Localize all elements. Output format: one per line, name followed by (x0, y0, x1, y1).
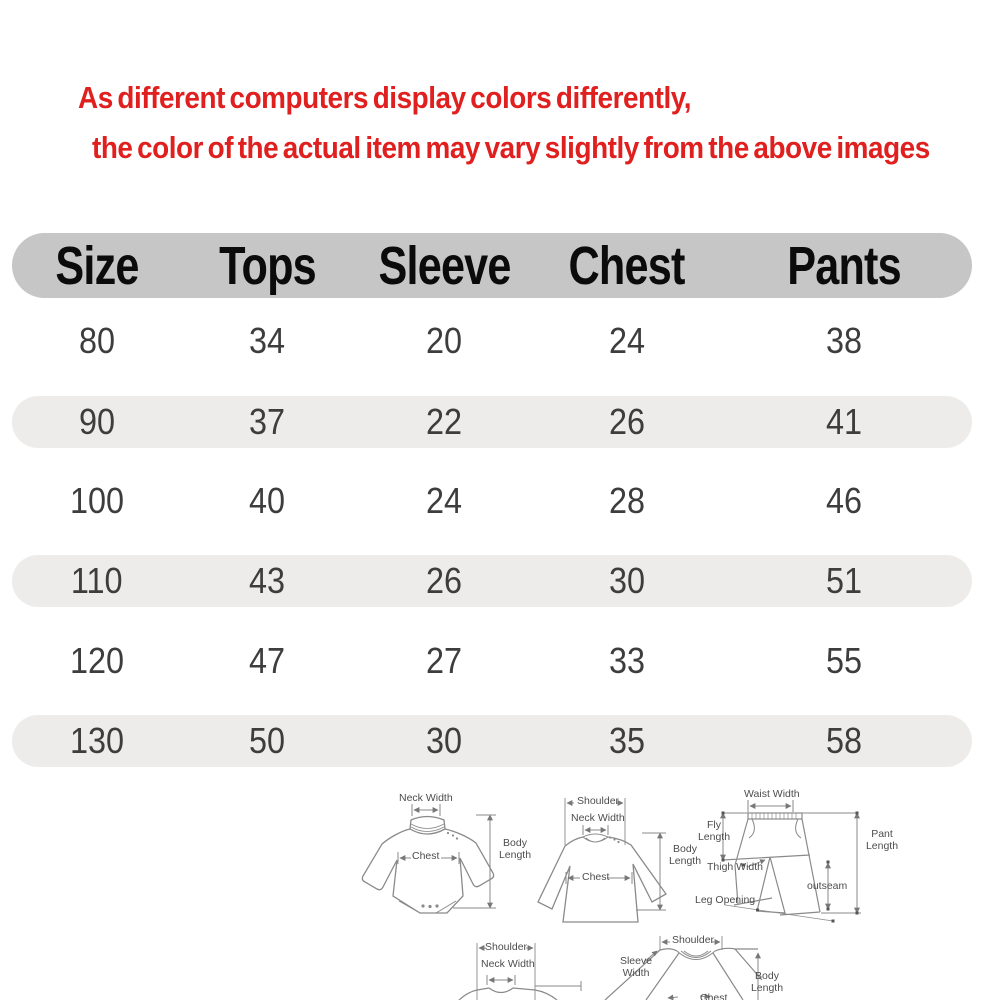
cell-sleeve: 24 (426, 480, 463, 521)
cell-size: 80 (78, 320, 116, 361)
cell-tops: 37 (248, 401, 286, 442)
pants-leg-opening-label: Leg Opening (695, 894, 756, 906)
cell-pants: 41 (826, 401, 863, 442)
raglan-body-length-label: Body Length (750, 970, 784, 994)
pants-waist-width-label: Waist Width (744, 788, 800, 800)
cell-tops: 50 (248, 720, 286, 761)
cell-pants: 38 (826, 320, 863, 361)
table-row-size-120 (12, 635, 972, 687)
pants-pant-length-label: Pant Length (865, 828, 899, 852)
pants-fly-length-label: Fly Length (697, 819, 731, 843)
tshirt-chest-label: Chest (582, 871, 610, 883)
raglan-sleeve-width-label: Sleeve Width (619, 955, 653, 979)
raglan-chest-label: Chest (700, 992, 728, 1000)
tshirt-shoulder-label: Shoulder (577, 795, 620, 807)
pants-thigh-width-label: Thigh Width (707, 861, 764, 873)
table-row-size-80 (12, 315, 972, 367)
bodysuit-neck-width-label: Neck Width (399, 792, 453, 804)
cell-tops: 47 (248, 640, 286, 681)
garment-line-art (340, 782, 1000, 1000)
cell-chest: 33 (608, 640, 646, 681)
measurement-diagrams-panel (340, 782, 1000, 1000)
partial-top-neck-width-label: Neck Width (481, 958, 535, 970)
table-row-size-130 (12, 715, 972, 767)
cell-sleeve: 20 (426, 320, 463, 361)
cell-size: 90 (78, 401, 116, 442)
column-header-pants: Pants (787, 235, 902, 296)
color-disclaimer-line-2: the color of the actual item may vary slightly from the above images (92, 130, 930, 165)
cell-sleeve: 22 (426, 401, 463, 442)
cell-chest: 24 (608, 320, 646, 361)
cell-tops: 34 (248, 320, 286, 361)
cell-chest: 35 (608, 720, 646, 761)
cell-sleeve: 30 (426, 720, 463, 761)
column-header-sleeve: Sleeve (378, 235, 511, 296)
cell-tops: 40 (248, 480, 286, 521)
cell-chest: 26 (608, 401, 646, 442)
column-header-size: Size (55, 235, 139, 296)
column-header-tops: Tops (218, 235, 316, 296)
cell-pants: 46 (826, 480, 863, 521)
cell-size: 130 (69, 720, 125, 761)
cell-pants: 55 (826, 640, 863, 681)
table-row-size-90 (12, 396, 972, 448)
snap-dots (609, 836, 620, 843)
raglan-shoulder-label: Shoulder (672, 934, 715, 946)
cell-chest: 28 (608, 480, 646, 521)
bodysuit-chest-label: Chest (412, 850, 440, 862)
cell-tops: 43 (248, 560, 286, 601)
cell-size: 120 (69, 640, 125, 681)
pants-outseam-label: outseam (807, 880, 848, 892)
cell-pants: 51 (826, 560, 863, 601)
size-table-header-row (12, 233, 972, 298)
cell-sleeve: 27 (426, 640, 463, 681)
cell-pants: 58 (826, 720, 863, 761)
column-header-chest: Chest (568, 235, 686, 296)
cell-chest: 30 (608, 560, 646, 601)
table-row-size-100 (12, 475, 972, 527)
cell-sleeve: 26 (426, 560, 463, 601)
cell-size: 110 (71, 560, 123, 601)
tshirt-body-length-label: Body Length (668, 843, 702, 867)
snap-dots (421, 832, 458, 908)
color-disclaimer-line-1: As different computers display colors differently, (78, 80, 692, 115)
tshirt-neck-width-label: Neck Width (571, 812, 625, 824)
table-row-size-110 (12, 555, 972, 607)
partial-top-shoulder-label: Shoulder (485, 941, 528, 953)
bodysuit-body-length-label: Body Length (498, 837, 532, 861)
cell-size: 100 (69, 480, 125, 521)
